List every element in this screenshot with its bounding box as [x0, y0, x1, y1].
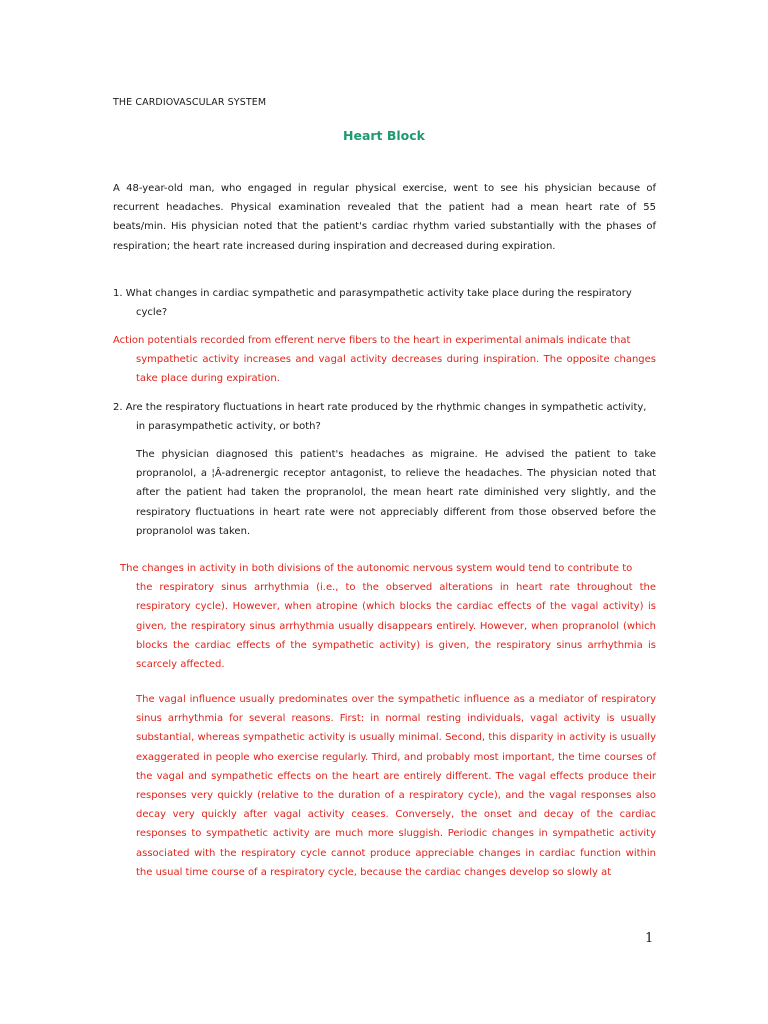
page-number: 1 — [645, 931, 654, 946]
case-intro-paragraph: A 48-year-old man, who engaged in regular physical exercise, went to see his physician because of recurrent headaches. Physical examination revealed that the patient had a mean heart rate of 55 beats/min. His physician noted that the patient's cardiac rhythm varied substantially with the phases of respiration; the heart rate increased during inspiration and decreased during expiration. — [113, 183, 656, 252]
question-2-continuation: in parasympathetic activity, or both? — [136, 421, 321, 433]
question-1-first-line: 1. What changes in cardiac sympathetic and parasympathetic activity take place during the respiratory — [113, 288, 632, 299]
answer-3: The vagal influence usually predominates over the sympathetic influence as a mediator of respiratory sinus arrhythmia for several reasons. First: in normal resting individuals, vagal activity is usually substantial, whereas sympathetic activity is usually minimal. Second, this disparity in activity is usually exaggerated in people who exercise regularly. Third, and probably most important, the time courses of the vagal and sympathetic effects on the heart are entirely different. The vagal effects produce their responses very quickly (relative to the duration of a respiratory cycle), and the vagal responses also decay very quickly after vagal activity ceases. Conversely, the onset and decay of the cardiac responses to sympathetic activity are much more sluggish. Periodic changes in sympathetic activity associated with the respiratory cycle cannot produce appreciable changes in cardiac function within the usual time course of a respiratory cycle, because the cardiac changes develop so slowly at — [136, 694, 656, 878]
answer-2-first-line: The changes in activity in both divisions of the autonomic nervous system would tend to contribute to — [120, 563, 633, 574]
answer-1-first-line: Action potentials recorded from efferent nerve fibers to the heart in experimental animals indicate that — [113, 335, 631, 346]
question-1-continuation: cycle? — [136, 307, 168, 319]
answer-1 — [113, 331, 656, 389]
answer-2 — [120, 559, 656, 674]
section-label: THE CARDIOVASCULAR SYSTEM — [113, 97, 267, 108]
question-2-first-line: 2. Are the respiratory fluctuations in heart rate produced by the rhythmic changes in sympathetic activity, — [113, 402, 647, 413]
question-2 — [113, 398, 656, 436]
page-title: Heart Block — [343, 128, 425, 143]
answer-1-continuation: sympathetic activity increases and vagal activity decreases during inspiration. The opposite changes take place during expiration. — [136, 354, 656, 385]
answer-2-continuation: the respiratory sinus arrhythmia (i.e., to the observed alterations in heart rate throughout the respiratory cycle). However, when atropine (which blocks the cardiac effects of the vagal activity) is given, the respiratory sinus arrhythmia usually disappears entirely. However, when propranolol (which blocks the cardiac effects of the sympathetic activity) is given, the respiratory sinus arrhythmia is scarcely affected. — [136, 582, 656, 671]
case-followup-paragraph: The physician diagnosed this patient's headaches as migraine. He advised the patient to take propranolol, a ¦Â-adrenergic receptor antagonist, to relieve the headaches. The physician noted that after the patient had taken the propranolol, the mean heart rate diminished very slightly, and the respiratory fluctuations in heart rate were not appreciably different from those observed before the propranolol was taken. — [136, 449, 656, 537]
question-1 — [113, 284, 656, 322]
